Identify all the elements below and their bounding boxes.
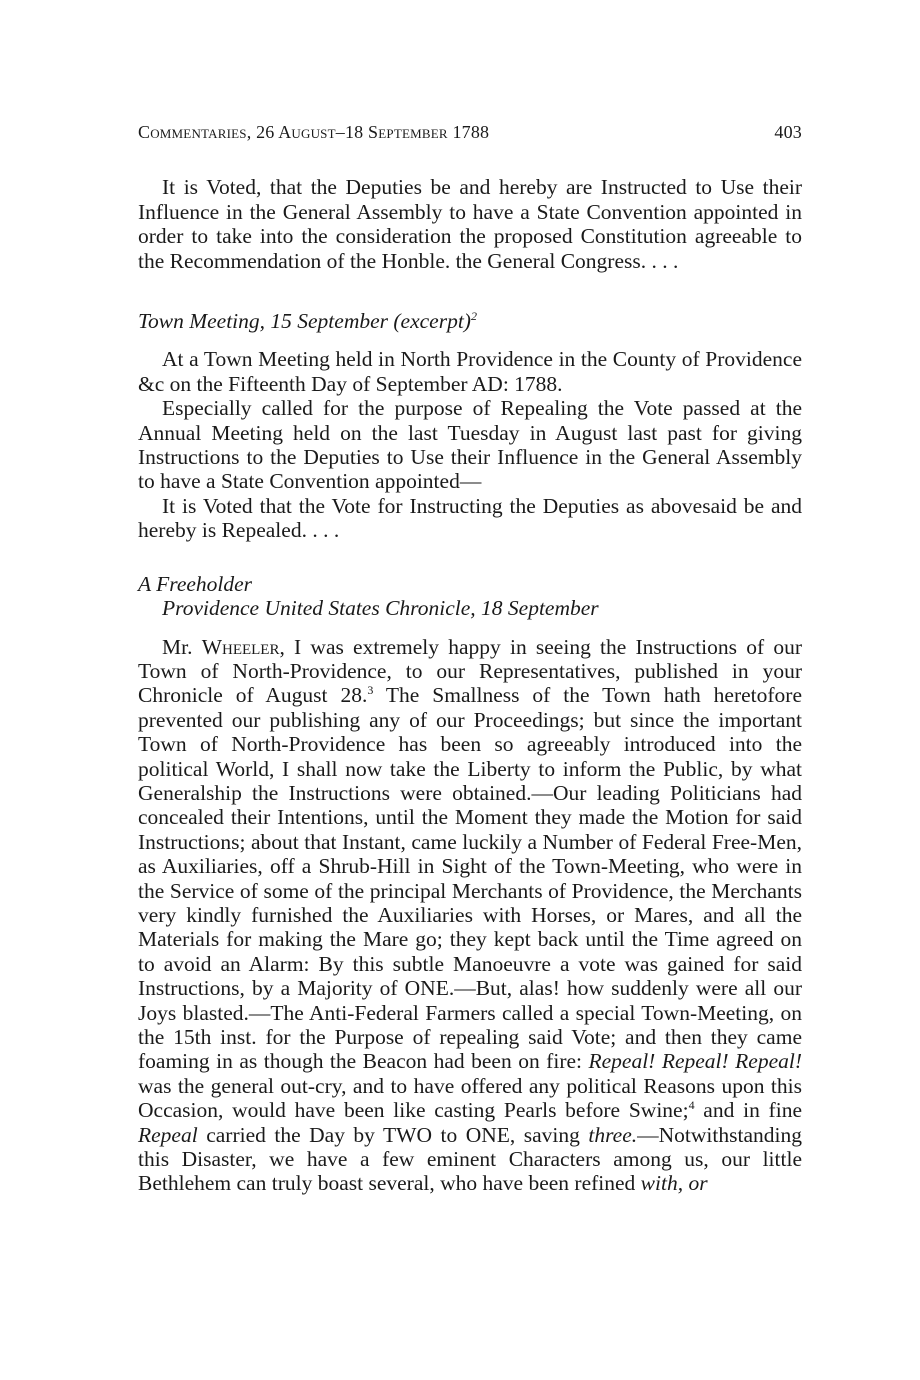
vote-instruction-paragraph: It is Voted, that the Deputies be and hereby are Instructed to Use their Influence in the General Assembly to have a State Convention appointed in order to take into the consideration the proposed Constitution agreeable to the Recommendation of the Honble. the General Congress. . . . [138, 175, 802, 273]
three-word: three. [588, 1122, 638, 1147]
town-meeting-heading-text: Town Meeting, 15 September (excerpt) [138, 309, 471, 334]
running-head-title: Commentaries, 26 August–18 September 1788 [138, 122, 490, 142]
section-heading-town-meeting [138, 309, 802, 333]
salutation: Mr. [162, 634, 193, 659]
footnote-ref-3: 3 [367, 683, 374, 698]
section-heading-source: Providence United States Chronicle, 18 September [162, 596, 599, 621]
footnote-ref-2: 2 [470, 309, 477, 324]
addressee-name: Wheeler [201, 634, 280, 659]
letter-text-e: carried the Day by TWO to ONE, saving [197, 1122, 589, 1147]
section-heading-author: A Freeholder [138, 571, 253, 596]
letter-text-c: was the general out-cry, and to have offered any political Reasons upon this Occasion, would have been like casting Pearls before Swine; [138, 1073, 802, 1123]
document-page [138, 120, 802, 1196]
running-head [138, 120, 802, 144]
town-meeting-paragraph-1: At a Town Meeting held in North Providence in the County of Providence &c on the Fifteenth Day of September AD: 1788. [138, 347, 802, 396]
letter-text-d: and in fine [694, 1098, 802, 1123]
freeholder-letter-paragraph [138, 635, 802, 1196]
repeal-word: Repeal [138, 1122, 198, 1147]
letter-text-a: , I was extremely happy in seeing the Instructions of our Town of North-Providence, to our Representatives, published in your Chronicle of August 28. [138, 634, 803, 708]
town-meeting-paragraph-3: It is Voted that the Vote for Instructing the Deputies as abovesaid be and hereby is Repealed. . . . [138, 493, 802, 543]
letter-text-b: The Smallness of the Town hath heretofore prevented our publishing any of our Proceedings; but since the important Town of North-Providence has been so agreeably introduced into the political World, I shall now take the Liberty to inform the Public, by what Generalship the Instructions were obtained.—Our leading Politicians had concealed their Intentions, until the Moment they made the Motion for said Instructions; about that Instant, came luckily a Number of Federal Free-Men, as Auxiliaries, off a Shrub-Hill in Sight of the Town-Meeting, who were in the Service of some of the principal Merchants of Providence, the Merchants very kindly furnished the Auxiliaries with Horses, or Mares, and all the Materials for making the Mare go; they kept back until the Time agreed on to avoid an Alarm: By this subtle Manoeuvre a vote was gained for said Instructions, by a Majority of ONE.—But, alas! how suddenly were all our Joys blasted.—The Anti-Federal Farmers called a special Town-Meeting, on the 15th inst. for the Purpose of repealing said Vote; and then they came foaming in as though the Beacon had been on fire: [138, 683, 802, 1074]
page-number: 403 [774, 122, 802, 142]
letter-text-f: —Notwithstanding this Disaster, we have a few eminent Characters among us, our little Bethlehem can truly boast several, who have been refined [138, 1122, 802, 1196]
footnote-ref-4: 4 [688, 1098, 695, 1113]
tail-italic: with, or [640, 1171, 708, 1196]
town-meeting-paragraph-2: Especially called for the purpose of Repealing the Vote passed at the Annual Meeting held on the last Tuesday in August last past for giving Instructions to the Deputies to Use their Influence in the General Assembly to have a State Convention appointed— [138, 396, 802, 494]
repeal-cry: Repeal! Repeal! Repeal! [588, 1049, 802, 1074]
